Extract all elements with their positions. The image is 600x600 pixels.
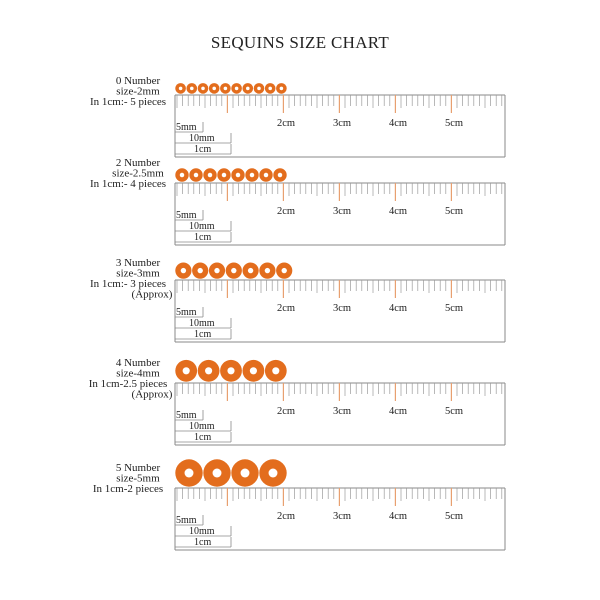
row-label-line: 4 Number xyxy=(115,357,161,369)
sequin-hole xyxy=(280,87,284,91)
sequin xyxy=(203,168,216,181)
measure-label: 10mm xyxy=(189,133,215,144)
cm-label: 2cm xyxy=(276,206,296,217)
sequin-hole xyxy=(241,469,250,478)
row-label-line: size-4mm xyxy=(116,367,160,380)
cm-label: 3cm xyxy=(332,118,352,129)
cm-label: 3cm xyxy=(332,511,352,522)
sequin xyxy=(243,360,265,382)
size-row xyxy=(89,357,505,445)
row-label-line: 0 Number xyxy=(115,75,161,87)
measure-label: 10mm xyxy=(189,526,215,537)
sequin xyxy=(189,168,202,181)
row-label-line: size-2.5mm xyxy=(112,167,164,180)
sequin xyxy=(175,168,188,181)
sequin-hole xyxy=(278,173,282,177)
sequin xyxy=(198,83,209,94)
sequin xyxy=(175,263,191,279)
sequin-hole xyxy=(231,268,236,273)
row-label-line: 2 Number xyxy=(115,157,161,169)
sequin xyxy=(226,263,242,279)
sequin-hole xyxy=(190,87,194,91)
cm-label: 2cm xyxy=(276,406,296,417)
sequin xyxy=(259,168,272,181)
row-label-line: In 1cm:- 5 pieces xyxy=(89,96,167,108)
cm-label: 2cm xyxy=(276,511,296,522)
sequin-hole xyxy=(224,87,228,91)
sequin-hole xyxy=(181,268,186,273)
sequin xyxy=(220,83,231,94)
sequin xyxy=(276,83,287,94)
row-label-line: In 1cm-2 pieces xyxy=(92,483,164,495)
sequin-hole xyxy=(194,173,198,177)
size-row xyxy=(90,157,505,245)
sequin-hole xyxy=(201,87,205,91)
sequin-hole xyxy=(250,367,257,374)
row-label-line: In 1cm:- 4 pieces xyxy=(89,178,167,190)
sequin xyxy=(276,263,292,279)
sequin xyxy=(273,168,286,181)
measure-label: 5mm xyxy=(176,307,197,318)
cm-label: 3cm xyxy=(332,303,352,314)
cm-label: 5cm xyxy=(444,118,464,129)
sequin-hole xyxy=(212,87,216,91)
cm-label: 5cm xyxy=(444,303,464,314)
size-row xyxy=(90,257,505,342)
row-label-line: size-5mm xyxy=(116,472,160,485)
sequin xyxy=(254,83,265,94)
chart-title: SEQUINS SIZE CHART xyxy=(210,33,390,52)
size-row xyxy=(90,75,505,157)
measure-label: 1cm xyxy=(194,432,212,443)
sequin xyxy=(265,360,287,382)
sequin-hole xyxy=(250,173,254,177)
sequin-hole xyxy=(185,469,194,478)
row-label-line: size-2mm xyxy=(116,85,160,98)
measure-label: 10mm xyxy=(189,318,215,329)
measure-label: 10mm xyxy=(189,221,215,232)
measure-label: 10mm xyxy=(189,421,215,432)
sequin-hole xyxy=(222,173,226,177)
cm-label: 2cm xyxy=(276,118,296,129)
sequin xyxy=(187,83,198,94)
measure-label: 5mm xyxy=(176,122,197,133)
cm-label: 5cm xyxy=(444,206,464,217)
sequin xyxy=(209,83,220,94)
sequin-hole xyxy=(257,87,261,91)
sequin xyxy=(175,360,197,382)
sequin-hole xyxy=(205,367,212,374)
sequin xyxy=(231,459,258,486)
cm-label: 4cm xyxy=(388,206,408,217)
sequin xyxy=(259,459,286,486)
sequin-hole xyxy=(214,268,219,273)
cm-label: 4cm xyxy=(388,511,408,522)
sequin xyxy=(245,168,258,181)
size-row xyxy=(93,459,505,550)
row-label-line: (Approx) xyxy=(131,288,173,301)
sequin xyxy=(231,83,242,94)
row-label-line: In 1cm:- 3 pieces xyxy=(89,278,167,290)
measure-label: 5mm xyxy=(176,210,197,221)
sequin-hole xyxy=(208,173,212,177)
cm-label: 3cm xyxy=(332,206,352,217)
sequin xyxy=(265,83,276,94)
sequin xyxy=(209,263,225,279)
sequin-hole xyxy=(268,87,272,91)
sequin-hole xyxy=(282,268,287,273)
sequin-hole xyxy=(179,87,183,91)
row-label-line: size-3mm xyxy=(116,267,160,280)
cm-label: 3cm xyxy=(332,406,352,417)
row-label-line: (Approx) xyxy=(131,388,173,401)
sequin-hole xyxy=(272,367,279,374)
cm-label: 4cm xyxy=(388,406,408,417)
sequin-hole xyxy=(183,367,190,374)
row-label-line: 5 Number xyxy=(115,462,161,474)
cm-label: 5cm xyxy=(444,511,464,522)
sequin xyxy=(175,459,202,486)
sequin-hole xyxy=(236,173,240,177)
measure-label: 1cm xyxy=(194,537,212,548)
cm-label: 4cm xyxy=(388,303,408,314)
sequin-hole xyxy=(213,469,222,478)
sequin-hole xyxy=(227,367,234,374)
sequin-hole xyxy=(264,173,268,177)
measure-label: 1cm xyxy=(194,144,212,155)
cm-label: 5cm xyxy=(444,406,464,417)
sequin xyxy=(175,83,186,94)
sequin-hole xyxy=(235,87,239,91)
sequin xyxy=(217,168,230,181)
sequin-hole xyxy=(265,268,270,273)
sequin-hole xyxy=(180,173,184,177)
sequin-hole xyxy=(248,268,253,273)
measure-label: 5mm xyxy=(176,410,197,421)
sequin xyxy=(198,360,220,382)
sequin xyxy=(220,360,242,382)
row-label-line: In 1cm-2.5 pieces xyxy=(88,378,168,390)
sequin-hole xyxy=(198,268,203,273)
sequin xyxy=(231,168,244,181)
sequin xyxy=(259,263,275,279)
sequin xyxy=(243,263,259,279)
sequin xyxy=(203,459,230,486)
row-label-line: 3 Number xyxy=(115,257,161,269)
sequin xyxy=(192,263,208,279)
sequin xyxy=(243,83,254,94)
measure-label: 1cm xyxy=(194,329,212,340)
cm-label: 2cm xyxy=(276,303,296,314)
cm-label: 4cm xyxy=(388,118,408,129)
sequin-hole xyxy=(246,87,250,91)
measure-label: 1cm xyxy=(194,232,212,243)
measure-label: 5mm xyxy=(176,515,197,526)
sequin-hole xyxy=(269,469,278,478)
